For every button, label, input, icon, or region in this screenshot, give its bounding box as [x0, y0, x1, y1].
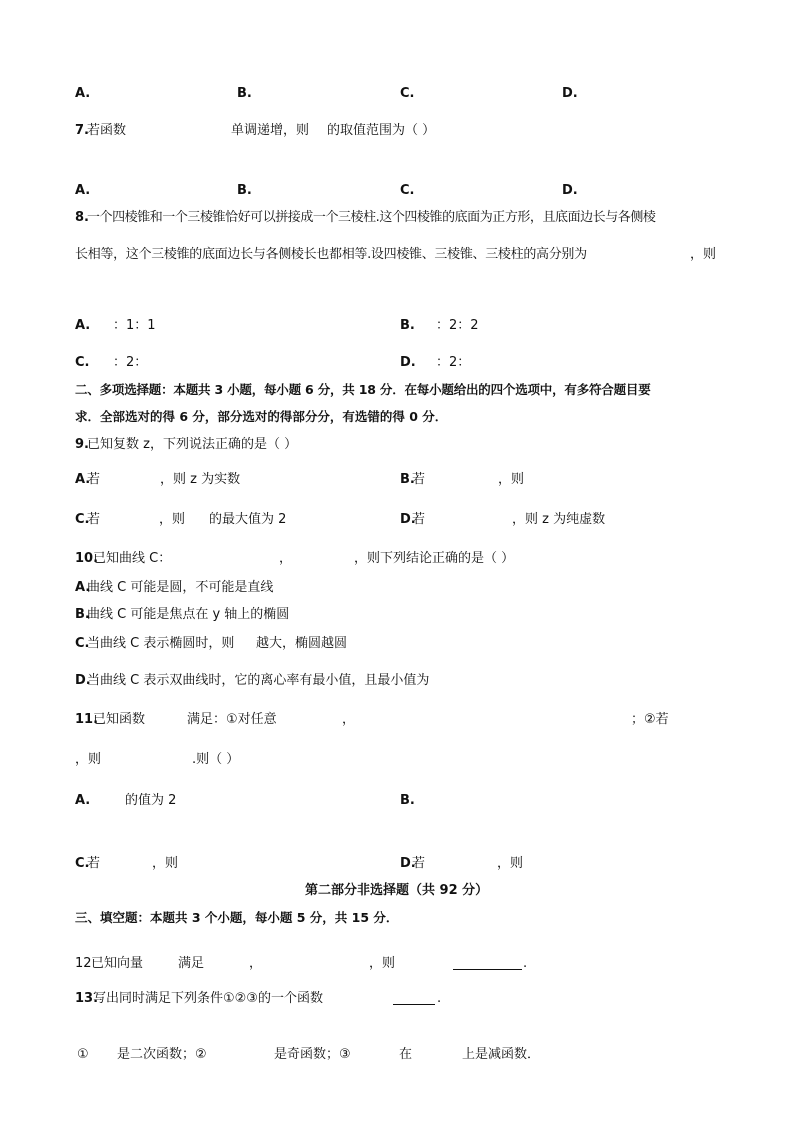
q9-option-a-text-2: ，则 z 为实数	[160, 472, 241, 487]
q11-option-b-label[interactable]: B.	[400, 793, 415, 808]
q12-text-1: 已知向量	[91, 956, 144, 971]
part-2-title: 第二部分非选择题（共 92 分）	[305, 883, 489, 898]
q10-option-b-text: 曲线 C 可能是焦点在 y 轴上的椭圆	[87, 607, 290, 622]
q8-option-a-text: ：1：1	[113, 318, 156, 333]
q8-line-2-end: ，则	[690, 247, 717, 262]
q9-option-c-label[interactable]: C.	[75, 512, 90, 527]
q10-option-a-label[interactable]: A.	[75, 580, 91, 595]
q8-line-2: 长相等，这个三棱锥的底面边长与各侧棱长也都相等.设四棱锥、三棱锥、三棱柱的高分别为	[75, 247, 587, 262]
q8-option-b-text: ：2：2	[436, 318, 479, 333]
q10-text-3: ，则下列结论正确的是（ ）	[354, 551, 515, 566]
q8-number: 8.	[75, 210, 89, 225]
q6-option-a[interactable]: A.	[75, 86, 91, 101]
q11-option-c-label[interactable]: C.	[75, 856, 90, 871]
q9-option-b-text-1: 若	[412, 472, 426, 487]
q9-option-c-text-3: 的最大值为 2	[209, 512, 287, 527]
q13-condition-3-text-2: 上是减函数．	[462, 1047, 541, 1062]
q13-number: 13.	[75, 991, 99, 1006]
q9-option-d-text-1: 若	[412, 512, 426, 527]
q11-text-3: ，	[342, 712, 356, 727]
q10-option-d-label[interactable]: D.	[75, 673, 91, 688]
q9-number: 9.	[75, 437, 89, 452]
q9-option-a-text-1: 若	[87, 472, 101, 487]
q11-line-2-text-1: ，则	[75, 752, 102, 767]
q7-number: 7.	[75, 123, 89, 138]
q10-text-2: ，	[279, 551, 293, 566]
q7-option-c[interactable]: C.	[400, 183, 415, 198]
q8-line-1: 一个四棱锥和一个三棱锥恰好可以拼接成一个三棱柱.这个四棱锥的底面为正方形，且底面边长与各侧棱	[87, 210, 656, 225]
q10-option-a-text: 曲线 C 可能是圆，不可能是直线	[87, 580, 274, 595]
q8-option-c-label[interactable]: C.	[75, 355, 90, 370]
section-2-line-1: 二、多项选择题：本题共 3 小题，每小题 6 分，共 18 分．在每小题给出的四个选项中，有多符合题目要	[75, 382, 651, 397]
q13-stem: 写出同时满足下列条件①②③的一个函数	[93, 991, 323, 1006]
q8-option-a-label[interactable]: A.	[75, 318, 91, 333]
q11-line-2-text-2: .则（ ）	[192, 752, 240, 767]
q12-number: 12	[75, 956, 92, 971]
q11-text-1: 已知函数	[93, 712, 146, 727]
q12-text-2: 满足	[178, 956, 205, 971]
q11-option-d-label[interactable]: D.	[400, 856, 416, 871]
q7-option-b[interactable]: B.	[237, 183, 252, 198]
q6-option-d[interactable]: D.	[562, 86, 578, 101]
q9-option-b-label[interactable]: B.	[400, 472, 415, 487]
q11-option-c-text-1: 若	[87, 856, 101, 871]
q13-answer-blank[interactable]	[393, 1004, 435, 1005]
q9-option-a-label[interactable]: A.	[75, 472, 91, 487]
q13-condition-1-text: 是二次函数；②	[117, 1047, 207, 1062]
q11-option-c-text-2: ，则	[152, 856, 179, 871]
q9-stem: 已知复数 z，下列说法正确的是（ ）	[87, 437, 298, 452]
q7-text-3: 的取值范围为（ ）	[327, 123, 436, 138]
section-3-header: 三、填空题：本题共 3 个小题，每小题 5 分，共 15 分．	[75, 910, 399, 925]
q13-condition-3-text-1: 在	[399, 1047, 413, 1062]
q6-option-c[interactable]: C.	[400, 86, 415, 101]
section-2-line-2: 求．全部选对的得 6 分，部分选对的得部分分，有选错的得 0 分．	[75, 409, 448, 424]
q10-option-c-text-2: 越大，椭圆越圆	[256, 636, 348, 651]
q10-option-d-text: 当曲线 C 表示双曲线时，它的离心率有最小值，且最小值为	[87, 673, 430, 688]
q11-number: 11.	[75, 712, 99, 727]
q10-option-b-label[interactable]: B.	[75, 607, 90, 622]
q9-option-c-text-1: 若	[87, 512, 101, 527]
q6-option-b[interactable]: B.	[237, 86, 252, 101]
q8-option-c-text: ：2：	[113, 355, 148, 370]
q8-option-b-label[interactable]: B.	[400, 318, 415, 333]
q11-text-4: ；②若	[631, 712, 669, 727]
q7-option-a[interactable]: A.	[75, 183, 91, 198]
q8-option-d-label[interactable]: D.	[400, 355, 416, 370]
q13-condition-2-text: 是奇函数；③	[274, 1047, 351, 1062]
q12-answer-blank[interactable]	[453, 969, 522, 970]
q12-text-4: ，则	[369, 956, 396, 971]
q9-option-c-text-2: ，则	[159, 512, 186, 527]
q7-text-1: 若函数	[87, 123, 127, 138]
q9-option-b-text-2: ，则	[498, 472, 525, 487]
q11-option-a-text: 的值为 2	[125, 793, 177, 808]
q9-option-d-label[interactable]: D.	[400, 512, 416, 527]
q10-number: 10.	[75, 551, 99, 566]
q11-option-d-text-2: ，则	[497, 856, 524, 871]
q7-text-2: 单调递增，则	[231, 123, 310, 138]
q13-condition-1-mark: ①	[77, 1047, 89, 1062]
q8-option-d-text: ：2：	[436, 355, 471, 370]
q10-option-c-text-1: 当曲线 C 表示椭圆时，则	[87, 636, 235, 651]
q10-text-1: 已知曲线 C：	[93, 551, 172, 566]
q11-text-2: 满足：①对任意	[187, 712, 277, 727]
q11-option-a-label[interactable]: A.	[75, 793, 91, 808]
q12-text-3: ，	[249, 956, 263, 971]
q10-option-c-label[interactable]: C.	[75, 636, 90, 651]
q13-end: .	[437, 991, 442, 1006]
q7-option-d[interactable]: D.	[562, 183, 578, 198]
q12-end: .	[523, 956, 528, 971]
q9-option-d-text-2: ，则 z 为纯虚数	[512, 512, 606, 527]
q11-option-d-text-1: 若	[412, 856, 426, 871]
